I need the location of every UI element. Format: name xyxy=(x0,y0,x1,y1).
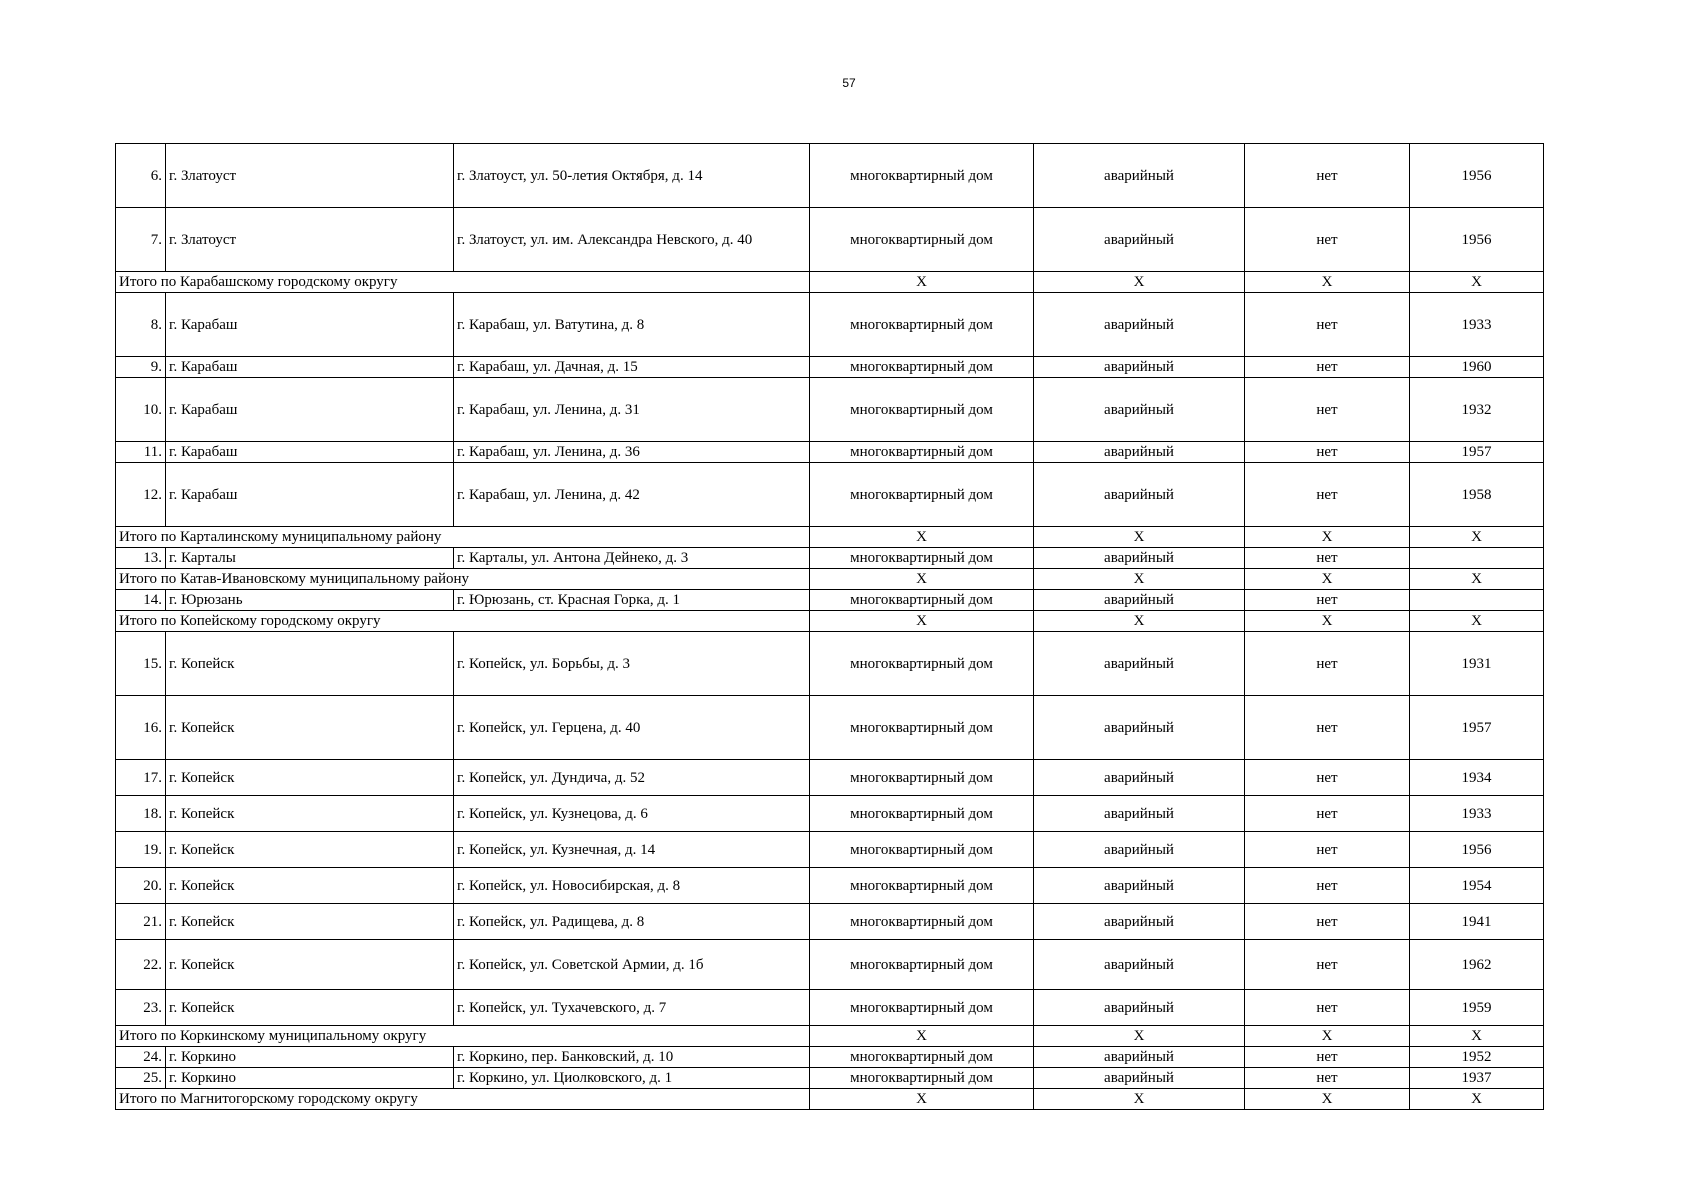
flag-cell: нет xyxy=(1245,796,1410,832)
object-type-cell: многоквартирный дом xyxy=(810,548,1034,569)
city-cell: г. Карабаш xyxy=(166,293,454,357)
subtotal-label: Итого по Магнитогорскому городскому округу xyxy=(116,1089,810,1110)
condition-cell: аварийный xyxy=(1034,378,1245,442)
object-type-cell: многоквартирный дом xyxy=(810,832,1034,868)
object-type-cell: многоквартирный дом xyxy=(810,632,1034,696)
object-type-cell: многоквартирный дом xyxy=(810,1047,1034,1068)
subtotal-x-cell: X xyxy=(1034,272,1245,293)
object-type-cell: многоквартирный дом xyxy=(810,796,1034,832)
subtotal-x-cell: X xyxy=(1410,272,1544,293)
condition-cell: аварийный xyxy=(1034,548,1245,569)
address-cell: г. Копейск, ул. Радищева, д. 8 xyxy=(454,904,810,940)
flag-cell: нет xyxy=(1245,144,1410,208)
row-number: 17. xyxy=(116,760,166,796)
row-number: 16. xyxy=(116,696,166,760)
table-row xyxy=(116,940,1544,990)
subtotal-row xyxy=(116,569,1544,590)
table-row xyxy=(116,357,1544,378)
address-cell: г. Копейск, ул. Новосибирская, д. 8 xyxy=(454,868,810,904)
address-cell: г. Копейск, ул. Советской Армии, д. 1б xyxy=(454,940,810,990)
subtotal-label: Итого по Карталинскому муниципальному району xyxy=(116,527,810,548)
year-cell: 1933 xyxy=(1410,796,1544,832)
table-row xyxy=(116,590,1544,611)
address-cell: г. Златоуст, ул. им. Александра Невского, д. 40 xyxy=(454,208,810,272)
year-cell: 1957 xyxy=(1410,442,1544,463)
table-row xyxy=(116,868,1544,904)
year-cell: 1956 xyxy=(1410,144,1544,208)
object-type-cell: многоквартирный дом xyxy=(810,868,1034,904)
address-cell: г. Карабаш, ул. Ленина, д. 36 xyxy=(454,442,810,463)
subtotal-x-cell: X xyxy=(1245,527,1410,548)
address-cell: г. Юрюзань, ст. Красная Горка, д. 1 xyxy=(454,590,810,611)
condition-cell: аварийный xyxy=(1034,760,1245,796)
object-type-cell: многоквартирный дом xyxy=(810,590,1034,611)
row-number: 15. xyxy=(116,632,166,696)
subtotal-x-cell: X xyxy=(1410,1089,1544,1110)
subtotal-row xyxy=(116,611,1544,632)
subtotal-label: Итого по Катав-Ивановскому муниципальному району xyxy=(116,569,810,590)
subtotal-x-cell: X xyxy=(810,569,1034,590)
subtotal-x-cell: X xyxy=(1245,569,1410,590)
object-type-cell: многоквартирный дом xyxy=(810,990,1034,1026)
table-row xyxy=(116,796,1544,832)
year-cell: 1933 xyxy=(1410,293,1544,357)
subtotal-row xyxy=(116,272,1544,293)
subtotal-x-cell: X xyxy=(810,611,1034,632)
subtotal-label: Итого по Копейскому городскому округу xyxy=(116,611,810,632)
housing-registry-table xyxy=(115,143,1544,1110)
flag-cell: нет xyxy=(1245,378,1410,442)
address-cell: г. Коркино, пер. Банковский, д. 10 xyxy=(454,1047,810,1068)
object-type-cell: многоквартирный дом xyxy=(810,1068,1034,1089)
year-cell: 1937 xyxy=(1410,1068,1544,1089)
condition-cell: аварийный xyxy=(1034,1047,1245,1068)
table-row xyxy=(116,378,1544,442)
flag-cell: нет xyxy=(1245,442,1410,463)
row-number: 25. xyxy=(116,1068,166,1089)
year-cell: 1960 xyxy=(1410,357,1544,378)
address-cell: г. Карабаш, ул. Ватутина, д. 8 xyxy=(454,293,810,357)
object-type-cell: многоквартирный дом xyxy=(810,293,1034,357)
table-row xyxy=(116,1047,1544,1068)
row-number: 8. xyxy=(116,293,166,357)
object-type-cell: многоквартирный дом xyxy=(810,378,1034,442)
city-cell: г. Копейск xyxy=(166,868,454,904)
subtotal-row xyxy=(116,527,1544,548)
flag-cell: нет xyxy=(1245,293,1410,357)
row-number: 21. xyxy=(116,904,166,940)
city-cell: г. Копейск xyxy=(166,832,454,868)
year-cell xyxy=(1410,590,1544,611)
address-cell: г. Златоуст, ул. 50-летия Октября, д. 14 xyxy=(454,144,810,208)
subtotal-x-cell: X xyxy=(1034,527,1245,548)
flag-cell: нет xyxy=(1245,832,1410,868)
object-type-cell: многоквартирный дом xyxy=(810,357,1034,378)
condition-cell: аварийный xyxy=(1034,144,1245,208)
city-cell: г. Копейск xyxy=(166,904,454,940)
row-number: 6. xyxy=(116,144,166,208)
subtotal-label: Итого по Карабашскому городскому округу xyxy=(116,272,810,293)
city-cell: г. Юрюзань xyxy=(166,590,454,611)
row-number: 18. xyxy=(116,796,166,832)
year-cell: 1931 xyxy=(1410,632,1544,696)
year-cell: 1957 xyxy=(1410,696,1544,760)
city-cell: г. Копейск xyxy=(166,696,454,760)
flag-cell: нет xyxy=(1245,1047,1410,1068)
table-row xyxy=(116,463,1544,527)
table-row xyxy=(116,696,1544,760)
city-cell: г. Карабаш xyxy=(166,357,454,378)
flag-cell: нет xyxy=(1245,208,1410,272)
flag-cell: нет xyxy=(1245,868,1410,904)
object-type-cell: многоквартирный дом xyxy=(810,442,1034,463)
condition-cell: аварийный xyxy=(1034,868,1245,904)
city-cell: г. Копейск xyxy=(166,796,454,832)
subtotal-label: Итого по Коркинскому муниципальному округу xyxy=(116,1026,810,1047)
table-row xyxy=(116,1068,1544,1089)
city-cell: г. Карабаш xyxy=(166,378,454,442)
table-row xyxy=(116,990,1544,1026)
object-type-cell: многоквартирный дом xyxy=(810,940,1034,990)
row-number: 13. xyxy=(116,548,166,569)
condition-cell: аварийный xyxy=(1034,940,1245,990)
year-cell: 1959 xyxy=(1410,990,1544,1026)
object-type-cell: многоквартирный дом xyxy=(810,760,1034,796)
city-cell: г. Карабаш xyxy=(166,442,454,463)
table-row xyxy=(116,632,1544,696)
object-type-cell: многоквартирный дом xyxy=(810,463,1034,527)
table-row xyxy=(116,208,1544,272)
city-cell: г. Коркино xyxy=(166,1047,454,1068)
subtotal-x-cell: X xyxy=(1410,611,1544,632)
address-cell: г. Коркино, ул. Циолковского, д. 1 xyxy=(454,1068,810,1089)
condition-cell: аварийный xyxy=(1034,590,1245,611)
city-cell: г. Златоуст xyxy=(166,144,454,208)
condition-cell: аварийный xyxy=(1034,357,1245,378)
table-row xyxy=(116,904,1544,940)
subtotal-x-cell: X xyxy=(1410,1026,1544,1047)
condition-cell: аварийный xyxy=(1034,632,1245,696)
object-type-cell: многоквартирный дом xyxy=(810,904,1034,940)
year-cell: 1941 xyxy=(1410,904,1544,940)
address-cell: г. Копейск, ул. Дундича, д. 52 xyxy=(454,760,810,796)
flag-cell: нет xyxy=(1245,632,1410,696)
row-number: 10. xyxy=(116,378,166,442)
page-number: 57 xyxy=(842,76,856,90)
subtotal-x-cell: X xyxy=(1245,272,1410,293)
year-cell: 1934 xyxy=(1410,760,1544,796)
row-number: 23. xyxy=(116,990,166,1026)
subtotal-x-cell: X xyxy=(1034,611,1245,632)
condition-cell: аварийный xyxy=(1034,904,1245,940)
flag-cell: нет xyxy=(1245,463,1410,527)
flag-cell: нет xyxy=(1245,904,1410,940)
year-cell: 1956 xyxy=(1410,208,1544,272)
address-cell: г. Карабаш, ул. Ленина, д. 42 xyxy=(454,463,810,527)
address-cell: г. Копейск, ул. Кузнечная, д. 14 xyxy=(454,832,810,868)
flag-cell: нет xyxy=(1245,990,1410,1026)
year-cell: 1958 xyxy=(1410,463,1544,527)
city-cell: г. Копейск xyxy=(166,760,454,796)
subtotal-x-cell: X xyxy=(810,527,1034,548)
table-body xyxy=(116,144,1544,1110)
condition-cell: аварийный xyxy=(1034,442,1245,463)
flag-cell: нет xyxy=(1245,548,1410,569)
table-row xyxy=(116,760,1544,796)
subtotal-x-cell: X xyxy=(1034,1089,1245,1110)
row-number: 22. xyxy=(116,940,166,990)
table-row xyxy=(116,293,1544,357)
address-cell: г. Копейск, ул. Борьбы, д. 3 xyxy=(454,632,810,696)
subtotal-x-cell: X xyxy=(1410,527,1544,548)
year-cell: 1954 xyxy=(1410,868,1544,904)
condition-cell: аварийный xyxy=(1034,990,1245,1026)
year-cell: 1962 xyxy=(1410,940,1544,990)
table-row xyxy=(116,442,1544,463)
year-cell xyxy=(1410,548,1544,569)
address-cell: г. Копейск, ул. Герцена, д. 40 xyxy=(454,696,810,760)
subtotal-x-cell: X xyxy=(1245,611,1410,632)
object-type-cell: многоквартирный дом xyxy=(810,208,1034,272)
row-number: 19. xyxy=(116,832,166,868)
flag-cell: нет xyxy=(1245,696,1410,760)
year-cell: 1952 xyxy=(1410,1047,1544,1068)
condition-cell: аварийный xyxy=(1034,796,1245,832)
condition-cell: аварийный xyxy=(1034,463,1245,527)
subtotal-x-cell: X xyxy=(1245,1089,1410,1110)
subtotal-x-cell: X xyxy=(810,1089,1034,1110)
city-cell: г. Копейск xyxy=(166,940,454,990)
row-number: 14. xyxy=(116,590,166,611)
table-row xyxy=(116,548,1544,569)
city-cell: г. Коркино xyxy=(166,1068,454,1089)
subtotal-x-cell: X xyxy=(1410,569,1544,590)
address-cell: г. Карабаш, ул. Ленина, д. 31 xyxy=(454,378,810,442)
row-number: 7. xyxy=(116,208,166,272)
city-cell: г. Златоуст xyxy=(166,208,454,272)
flag-cell: нет xyxy=(1245,357,1410,378)
address-cell: г. Карабаш, ул. Дачная, д. 15 xyxy=(454,357,810,378)
condition-cell: аварийный xyxy=(1034,696,1245,760)
city-cell: г. Копейск xyxy=(166,990,454,1026)
subtotal-x-cell: X xyxy=(1034,569,1245,590)
row-number: 12. xyxy=(116,463,166,527)
address-cell: г. Копейск, ул. Кузнецова, д. 6 xyxy=(454,796,810,832)
subtotal-x-cell: X xyxy=(810,272,1034,293)
table-row xyxy=(116,832,1544,868)
year-cell: 1956 xyxy=(1410,832,1544,868)
city-cell: г. Копейск xyxy=(166,632,454,696)
flag-cell: нет xyxy=(1245,940,1410,990)
condition-cell: аварийный xyxy=(1034,1068,1245,1089)
city-cell: г. Карабаш xyxy=(166,463,454,527)
row-number: 20. xyxy=(116,868,166,904)
address-cell: г. Карталы, ул. Антона Дейнеко, д. 3 xyxy=(454,548,810,569)
subtotal-x-cell: X xyxy=(1034,1026,1245,1047)
subtotal-row xyxy=(116,1089,1544,1110)
subtotal-x-cell: X xyxy=(1245,1026,1410,1047)
city-cell: г. Карталы xyxy=(166,548,454,569)
condition-cell: аварийный xyxy=(1034,208,1245,272)
flag-cell: нет xyxy=(1245,760,1410,796)
condition-cell: аварийный xyxy=(1034,293,1245,357)
flag-cell: нет xyxy=(1245,590,1410,611)
year-cell: 1932 xyxy=(1410,378,1544,442)
condition-cell: аварийный xyxy=(1034,832,1245,868)
address-cell: г. Копейск, ул. Тухачевского, д. 7 xyxy=(454,990,810,1026)
row-number: 11. xyxy=(116,442,166,463)
object-type-cell: многоквартирный дом xyxy=(810,144,1034,208)
subtotal-x-cell: X xyxy=(810,1026,1034,1047)
subtotal-row xyxy=(116,1026,1544,1047)
row-number: 24. xyxy=(116,1047,166,1068)
row-number: 9. xyxy=(116,357,166,378)
flag-cell: нет xyxy=(1245,1068,1410,1089)
table-row xyxy=(116,144,1544,208)
object-type-cell: многоквартирный дом xyxy=(810,696,1034,760)
